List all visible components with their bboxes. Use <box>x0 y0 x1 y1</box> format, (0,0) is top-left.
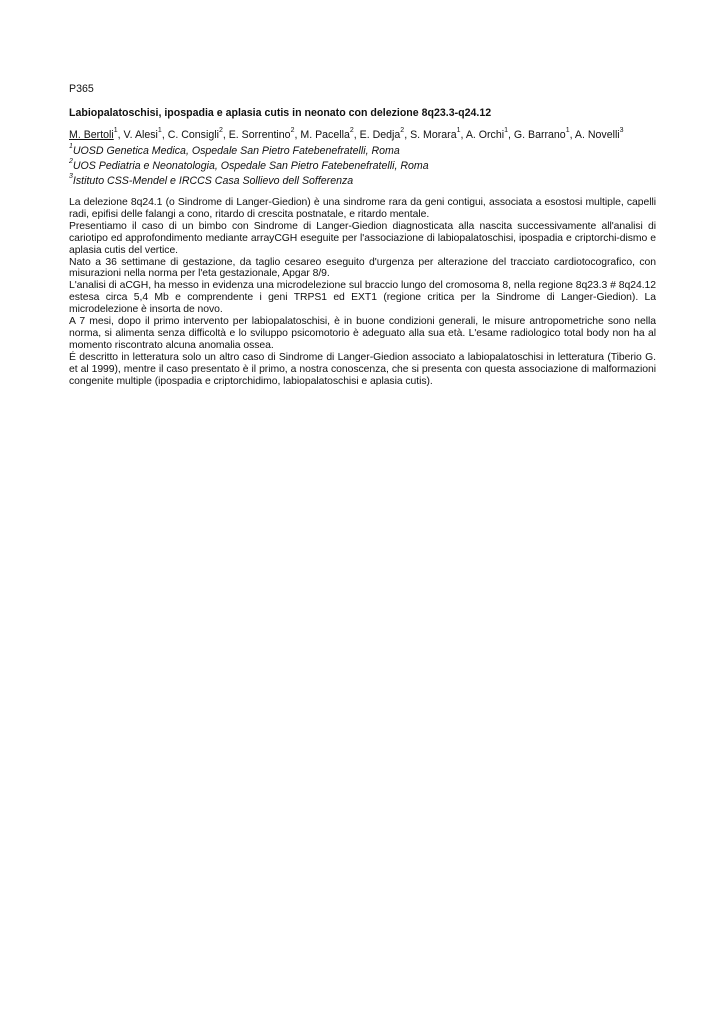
author-name: A. Orchi <box>465 129 505 141</box>
affiliation-text: UOSD Genetica Medica, Ospedale San Pietro Fatebenefratelli, Roma <box>72 145 400 157</box>
author-name: S. Morara <box>410 129 457 141</box>
author-separator: , <box>353 129 360 141</box>
affiliation-mark: 1 <box>69 143 73 151</box>
affiliation <box>69 159 656 174</box>
body-paragraph: Presentiamo il caso di un bimbo con Sindrome di Langer-Giedion diagnosticata alla nascita successivamente all'analisi di cariotipo ed approfondimento mediante arrayCGH eseguite per l'associazione di labiopalatoschisi, ipospadia e criptorchi-dismo e aplasia cutis del vertice. <box>69 220 656 256</box>
author-affiliation-mark: 2 <box>290 127 295 135</box>
author <box>514 129 575 141</box>
body-paragraph: La delezione 8q24.1 (o Sindrome di Langer-Giedion) è una sindrome rara da geni contigui, associata a esostosi multiple, capelli radi, epifisi delle falangi a cono, ritardo di crescita postnatale, e ritardo mentale. <box>69 197 656 220</box>
body-paragraph: Nato a 36 settimane di gestazione, da taglio cesareo eseguito d'urgenza per alterazione del tracciato cardiotocografico, con misurazioni nella norma per l'eta gestazionale, Apgar 8/9. <box>69 256 656 280</box>
author-separator: , <box>460 129 466 141</box>
author-name: G. Barrano <box>513 129 566 141</box>
author-separator: , <box>294 129 301 141</box>
author-name: E. Sorrentino <box>228 129 291 141</box>
author-affiliation-mark: 1 <box>504 127 508 135</box>
author <box>69 129 124 141</box>
author-separator: , <box>117 129 124 141</box>
author <box>168 129 229 141</box>
author-affiliation-mark: 1 <box>113 127 118 135</box>
affiliation-mark: 2 <box>69 158 73 166</box>
author <box>300 129 359 141</box>
author-affiliation-mark: 1 <box>456 127 461 135</box>
abstract-title: Labiopalatoschisi, ipospadia e aplasia cutis in neonato con delezione 8q23.3-q24.12 <box>69 107 492 119</box>
author-affiliation-mark: 2 <box>400 127 405 135</box>
author-affiliation-mark: 2 <box>349 127 354 135</box>
author-name: M. Pacella <box>300 129 350 141</box>
author-name: A. Novelli <box>574 129 620 141</box>
body-paragraph: L'analisi di aCGH, ha messo in evidenza una microdelezione sul braccio lungo del cromosoma 8, nella regione 8q23.3 # 8q24.12 estesa circa 5,4 Mb e comprendente i geni TRPS1 ed EXT1 (regione critica per la Sindrome di Langer-Giedion). La microdelezione è insorta de novo. <box>69 280 656 316</box>
abstract-code: P365 <box>69 83 94 95</box>
affiliation-text: Istituto CSS-Mendel e IRCCS Casa Sollievo dell Sofferenza <box>72 175 354 187</box>
author-name: C. Consigli <box>167 129 219 141</box>
author-separator: , <box>569 129 575 141</box>
author-name: E. Dedja <box>359 129 401 141</box>
author-affiliation-mark: 1 <box>157 127 162 135</box>
affiliation-text: UOS Pediatria e Neonatologia, Ospedale San Pietro Fatebenefratelli, Roma <box>72 160 429 172</box>
author-separator: , <box>404 129 411 141</box>
author-affiliation-mark: 1 <box>565 127 570 135</box>
author <box>575 129 624 141</box>
abstract-body <box>69 197 656 388</box>
author-name: V. Alesi <box>123 129 158 141</box>
body-paragraph: É descritto in letteratura solo un altro caso di Sindrome di Langer-Giedion associato a labiopalatoschisi in letteratura (Tiberio G. et al 1999), mentre il caso presentato è il primo, a nostra conoscenza, che si presenta con questa associazione di malformazioni congenite multiple (ipospadia e criptorchidimo, labiopalatoschisi e aplasia cutis). <box>69 351 656 387</box>
author-name: M. Bertoli <box>69 129 114 141</box>
author-list <box>69 128 656 143</box>
author-separator: , <box>222 129 229 141</box>
author-affiliation-mark: 2 <box>218 127 223 135</box>
author <box>229 129 301 141</box>
author <box>360 129 410 141</box>
abstract-page <box>69 82 656 388</box>
affiliation <box>69 144 656 159</box>
author <box>410 129 466 141</box>
author <box>124 129 168 141</box>
affiliation-mark: 3 <box>69 173 73 181</box>
affiliation <box>69 174 656 189</box>
author-separator: , <box>507 129 514 141</box>
author <box>466 129 514 141</box>
author-affiliation-mark: 3 <box>619 127 624 135</box>
body-paragraph: A 7 mesi, dopo il primo intervento per labiopalatoschisi, è in buone condizioni generali, le misure antropometriche sono nella norma, si alimenta senza difficoltà e lo sviluppo psicomotorio è adeguato alla sua età. L'esame radiologico total body non ha al momento riscontrato alcuna anomalia ossea. <box>69 316 656 351</box>
author-separator: , <box>161 129 168 141</box>
